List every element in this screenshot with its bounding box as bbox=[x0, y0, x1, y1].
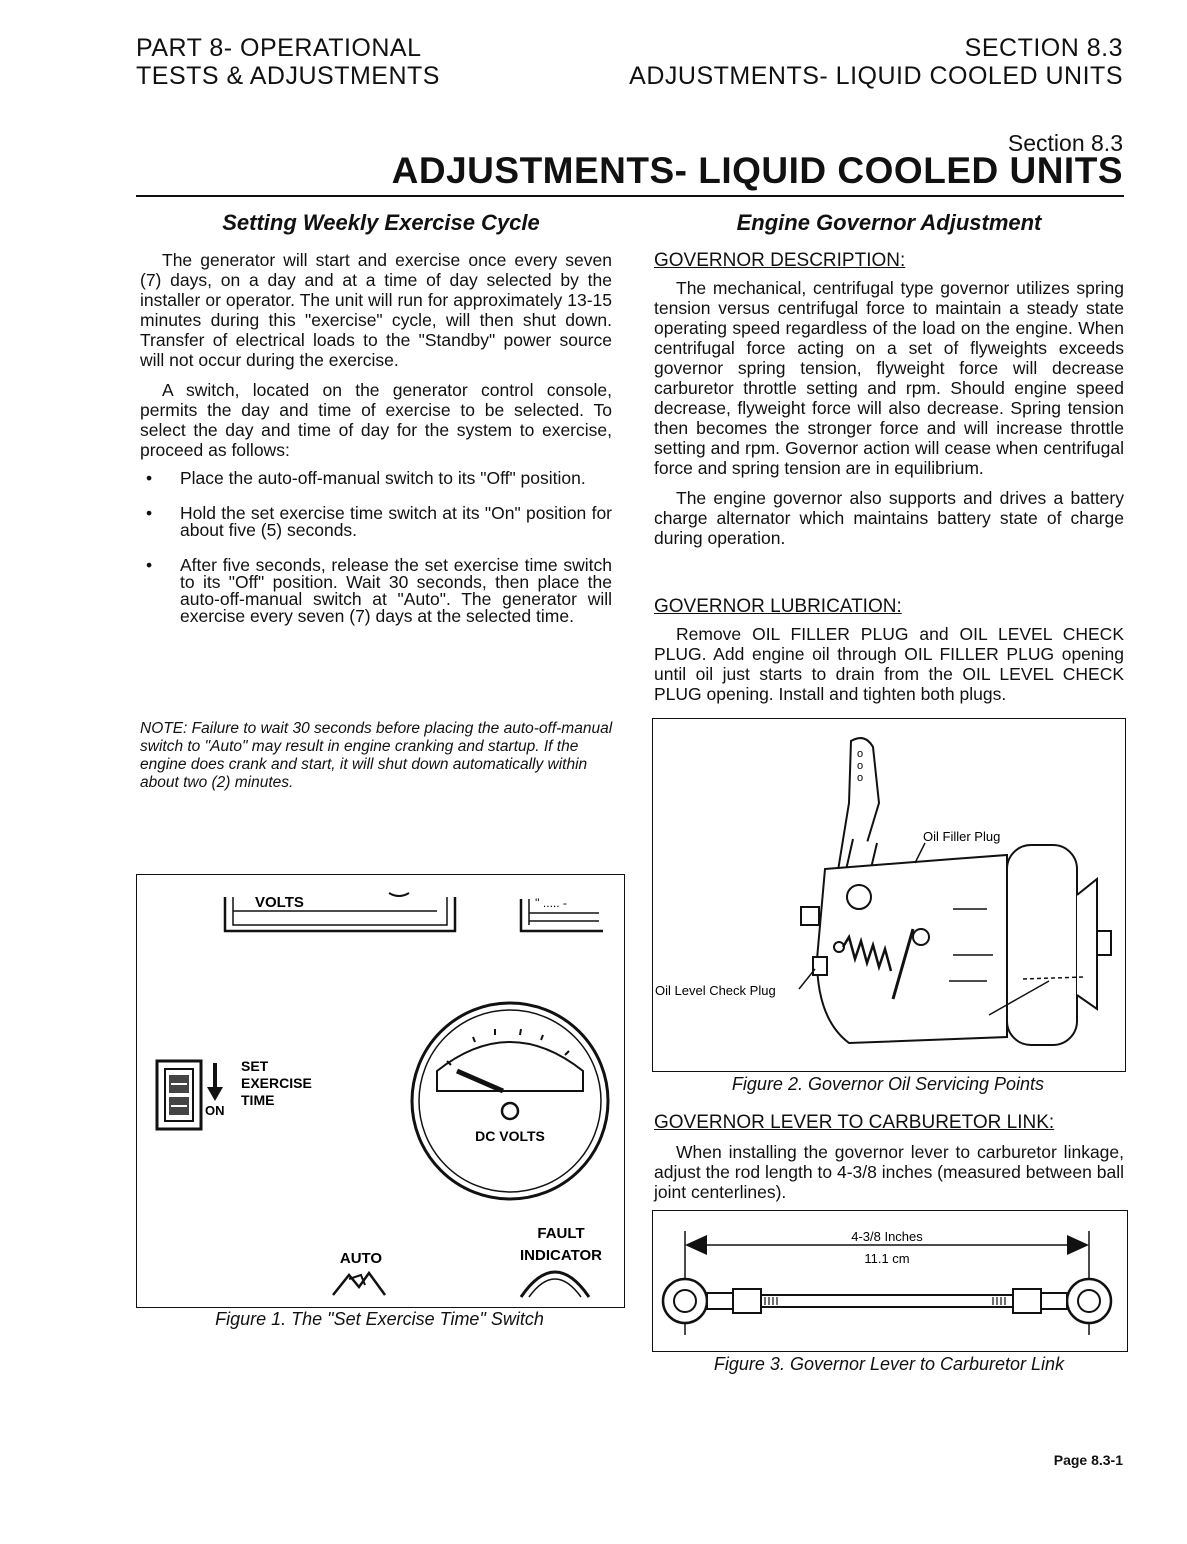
header-part-line2: TESTS & ADJUSTMENTS bbox=[136, 62, 440, 90]
figure-1-panel bbox=[136, 874, 625, 1308]
right-heading: Engine Governor Adjustment bbox=[736, 210, 1042, 235]
fault-label: FAULT bbox=[537, 1225, 585, 1242]
lub-para-1: Remove OIL FILLER PLUG and OIL LEVEL CHECK PLUG. Add engine oil through OIL FILLER PLUG opening until oil just starts to drain from the OIL LEVEL CHECK PLUG opening. Install and tighten both plugs. bbox=[654, 624, 1124, 704]
step-item bbox=[140, 470, 612, 487]
length-cm-label: 11.1 cm bbox=[864, 1251, 910, 1266]
step-3-text: After five seconds, release the set exercise time switch to its "Off" position. Wait 30 seconds, then place the auto-off-manual switch at "Auto". The generator will exercise every seven (7) days at the selected time. bbox=[180, 555, 612, 626]
page-number: Page 8.3-1 bbox=[1053, 1452, 1123, 1468]
svg-text:o: o bbox=[857, 772, 864, 784]
exercise-switch-icon bbox=[157, 1061, 223, 1129]
figure-2-caption: Figure 2. Governor Oil Servicing Points bbox=[731, 1074, 1045, 1094]
dimension-arrow-right-icon bbox=[1067, 1235, 1089, 1255]
dc-volts-label: DC VOLTS bbox=[475, 1128, 545, 1144]
governor-description-heading: GOVERNOR DESCRIPTION: bbox=[654, 250, 906, 271]
left-para-1: The generator will start and exercise once every seven (7) days, on a day and at a time of day selected by the installer or operator. The unit will run for approximately 13-15 minutes during this "exercise" cycle, will then shut down. Transfer of electrical loads to the "Standby" power source will not occur during the exercise. bbox=[140, 250, 612, 370]
figure-3-caption: Figure 3. Governor Lever to Carburetor Link bbox=[713, 1354, 1065, 1374]
governor-lubrication bbox=[654, 624, 1124, 714]
svg-text:o: o bbox=[857, 748, 864, 760]
step-1-text: Place the auto-off-manual switch to its "Off" position. bbox=[180, 468, 586, 488]
header-part-line1: PART 8- OPERATIONAL bbox=[136, 34, 422, 62]
figure-3-panel bbox=[652, 1210, 1128, 1352]
bullet-2: • bbox=[146, 503, 153, 523]
bullet-3: • bbox=[146, 555, 153, 575]
header-section-line1: SECTION 8.3 bbox=[964, 34, 1123, 62]
set-label: SET bbox=[241, 1058, 269, 1074]
dimension-arrow-left-icon bbox=[685, 1235, 707, 1255]
left-para-2: A switch, located on the generator control console, permits the day and time of exercise to be selected. To select the day and time of day for the system to exercise, proceed as follows: bbox=[140, 380, 612, 460]
step-item bbox=[140, 505, 612, 539]
fault-indicator-icon bbox=[521, 1272, 589, 1297]
section-title: ADJUSTMENTS- LIQUID COOLED UNITS bbox=[391, 150, 1123, 191]
left-heading: Setting Weekly Exercise Cycle bbox=[222, 210, 540, 235]
carburetor-link-rod-icon bbox=[663, 1279, 1111, 1323]
note-text: NOTE: Failure to wait 30 seconds before placing the auto-off-manual switch to "Auto" may result in engine cranking and startup. If the engine does crank and start, it will shut down automatically within about two (2) minutes. bbox=[140, 720, 613, 791]
indicator-label: INDICATOR bbox=[520, 1247, 602, 1264]
figure-3-drawing bbox=[653, 1211, 1127, 1351]
figure-1-caption: Figure 1. The "Set Exercise Time" Switch bbox=[215, 1309, 544, 1329]
desc-para-2: The engine governor also supports and drives a battery charge alternator which maintains battery state of charge during operation. bbox=[654, 488, 1124, 548]
auto-indicator-icon bbox=[333, 1273, 385, 1295]
governor-lubrication-heading: GOVERNOR LUBRICATION: bbox=[654, 596, 902, 617]
figure-2-panel bbox=[652, 718, 1126, 1072]
dc-volts-gauge bbox=[412, 1003, 608, 1199]
left-body bbox=[140, 250, 612, 643]
header-section-line2: ADJUSTMENTS- LIQUID COOLED UNITS bbox=[629, 62, 1123, 90]
steps-list bbox=[140, 470, 612, 625]
link-para-1: When installing the governor lever to carburetor linkage, adjust the rod length to 4-3/8 inches (measured between ball joint centerlines). bbox=[654, 1142, 1124, 1202]
auto-label: AUTO bbox=[339, 1250, 383, 1267]
step-2-text: Hold the set exercise time switch at its "On" position for about five (5) seconds. bbox=[180, 503, 612, 540]
governor-housing-icon bbox=[801, 845, 1111, 1045]
length-inches-label: 4-3/8 Inches bbox=[851, 1229, 923, 1244]
step-item bbox=[140, 557, 612, 625]
svg-text:'' ..... -: '' ..... - bbox=[535, 896, 567, 910]
desc-para-1: The mechanical, centrifugal type governor utilizes spring tension versus centrifugal force to maintain a steady state operating speed regardless of the load on the engine. When centrifugal force acting on a set of flyweights exceeds governor spring tension, flyweight force will decrease carburetor throttle setting and rpm. Should engine speed decrease, flyweight force will also decrease. Spring tension then becomes the stronger force and will increase throttle setting and rpm. Governor action will cease when centrifugal force and spring tension are in equilibrium. bbox=[654, 278, 1124, 478]
figure-1-drawing bbox=[137, 875, 624, 1307]
bullet-1: • bbox=[146, 468, 153, 488]
oil-filler-plug-label: Oil Filler Plug bbox=[923, 829, 1001, 844]
time-label: TIME bbox=[241, 1092, 275, 1108]
svg-text:o: o bbox=[857, 760, 864, 772]
exercise-label: EXERCISE bbox=[241, 1075, 312, 1091]
volts-label: VOLTS bbox=[255, 894, 304, 911]
on-label: ON bbox=[205, 1103, 225, 1118]
title-rule bbox=[136, 195, 1124, 197]
governor-description bbox=[654, 278, 1124, 558]
governor-link-heading: GOVERNOR LEVER TO CARBURETOR LINK: bbox=[654, 1112, 1055, 1133]
governor-link bbox=[654, 1142, 1124, 1212]
figure-2-drawing bbox=[653, 719, 1125, 1071]
oil-level-check-plug-label: Oil Level Check Plug bbox=[655, 983, 776, 998]
section-label: Section 8.3 bbox=[1007, 130, 1123, 156]
